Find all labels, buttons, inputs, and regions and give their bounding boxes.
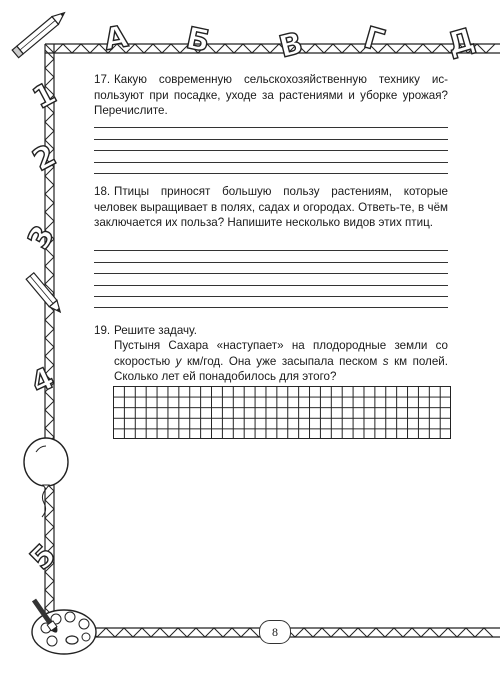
task-number: 19. [94,324,111,337]
alphabet-letter: Д [443,21,479,63]
variable-s: s [382,354,389,368]
task-text-part2: км/год. Она уже засыпала песком [181,354,383,368]
task-19-text [114,338,448,385]
balloon-icon [24,438,68,517]
task-text: Птицы приносят большую пользу растениям, которые человек выращивает в полях, садах и огородах. Ответь-те, в чём заключается их польза? Напишите несколько видов этих птиц. [94,185,448,229]
side-number: 1 [27,75,63,117]
side-number: 5 [23,537,64,578]
pencil-icon [12,9,67,58]
task-text-part1: Пустыня Сахара «наступает» на плодородные земли со скоростью [114,339,448,368]
task-number: 18. [94,185,111,198]
task-number: 17. [94,73,111,86]
page-number: 8 [259,620,291,644]
task-text-part3: км полей. Сколько лет ей понадобилось для этого? [114,354,448,383]
task-19 [94,323,448,339]
alphabet-letter: Б [183,20,213,60]
answer-lines-17[interactable] [94,117,448,174]
answer-grid-19[interactable] [113,386,451,439]
side-number: 3 [21,219,63,256]
alphabet-letter: Г [359,20,388,60]
variable-v: у [175,354,182,368]
task-17 [94,72,448,119]
palette-icon [32,610,96,654]
left-rail [45,44,54,630]
top-rail [45,44,500,53]
task-18 [94,184,448,231]
side-number: 4 [25,360,60,402]
answer-lines-18[interactable] [94,240,448,308]
side-number: 2 [27,137,63,179]
task-text: Какую современную сельскохозяйственную технику ис-пользуют при посадке, уходе за растениями и уборке урожая? Перечислите. [94,73,448,117]
alphabet-letter: В [275,25,307,66]
task-title: Решите задачу. [114,324,197,337]
alphabet-letter: А [101,19,131,58]
